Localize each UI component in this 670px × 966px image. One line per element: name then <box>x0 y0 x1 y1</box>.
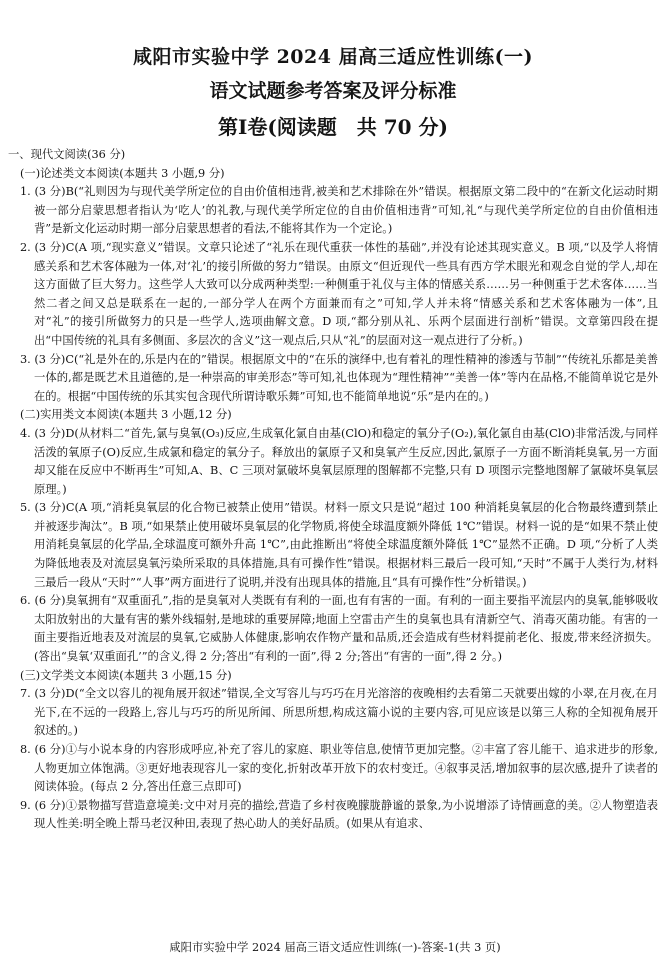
answer-q3: 3. (3 分)C(“礼是外在的,乐是内在的”错误。根据原文中的“在乐的演绎中,也有着礼的理性精神的渗透与节制”“传统礼乐都是美善一体的,都是既艺术且道德的,是一种崇高的审美形态”等可知,礼也体现为“理性精神”“美善一体”等内在品格,不能简单说它是外在的。根据“中国传统的乐其实包含现代所谓诗歌乐舞”可知,也不能简单地说“乐”是内在的。) <box>20 352 658 403</box>
answer-q5: 5. (3 分)C(A 项,“消耗臭氧层的化合物已被禁止使用”错误。材料一原文只是说“超过 100 种消耗臭氧层的化合物最终遭到禁止并被逐步淘汰”。B 项,“如果禁止使用破坏臭氧层的化学物质,将使全球温度额外降低 1℃”错误。材料一说的是“如果不禁止使用消耗臭氧层的化学品,全球温度可额外升高 1℃”,由此推断出“将使全球温度额外降低 1℃”显然不正确。D 项,“分析了人类为降低地表及对流层臭氧污染所采取的具体措施,具有可操作性”错误。根据材料三最后一段可知,“天时”不属于人类行为,材料三最后一段从“天时”“人事”两方面进行了说明,并没有出现具体的措施,且“具有可操作性”分析错误。) <box>20 501 658 589</box>
subsection-heading-2: (二)实用类文本阅读(本题共 3 小题,12 分) <box>20 408 232 422</box>
answer-q2: 2. (3 分)C(A 项,“现实意义”错误。文章只论述了“礼乐在现代重获一体性的基础”,并没有论述其现实意义。B 项,“以及学人将情感关系和艺术客体融为一体,对‘礼’的接引所做的努力”错误。由原文“但近现代一些具有西方学术眼光和观念自觉的学人,却在这方面做了巨大努力。这些学人大致可以分成两种类型:一种侧重于礼仪与主体的情感关系……另一种侧重于艺术客体……当然二者之间又总是联系在一起的,一部分学人在两个方面兼而有之”可知,学人并未将“情感关系和艺术客体融为一体”,且对“礼”的接引所做努力的只是一些学人,选项曲解文意。D 项,“都分别从礼、乐两个层面进行剖析”错误。文章第四段在提出“中国传统的礼具有多侧面、多层次的含义”这一观点后,只从“礼”的层面对这一观点进行了分析。) <box>20 240 658 347</box>
answer-body <box>8 146 658 834</box>
document-subtitle: 语文试题参考答案及评分标准 <box>209 80 457 102</box>
volume-heading: 第Ⅰ卷(阅读题 共 70 分) <box>217 115 449 139</box>
answer-q1: 1. (3 分)B(“礼则因为与现代美学所定位的自由价值相违背,被美和艺术排除在外”错误。根据原文第二段中的“在新文化运动时期被一部分启蒙思想者指认为‘吃人’的礼教,与现代美学所定位的自由价值相违背”可知,礼“与现代美学所定位的自由价值相违背”是新文化运动时期一部分启蒙思想者的看法,不能将其作为一个定论。) <box>20 185 658 236</box>
answer-q4: 4. (3 分)D(从材料二“首先,氯与臭氧(O₃)反应,生成氧化氯自由基(ClO)和稳定的氧分子(O₂),氧化氯自由基(ClO)非常活泼,与同样活泼的氧原子(O)反应,生成氯和稳定的氧分子。释放出的氯原子又和臭氧产生反应,因此,氯原子一方面不断消耗臭氧,另一方面却又能在反应中不断再生”可知,A、B、C 三项对氯破坏臭氧层原理的图解都不完整,只有 D 项图示完整地图解了氯破坏臭氧层原理。) <box>20 426 658 496</box>
subsection-heading-3: (三)文学类文本阅读(本题共 3 小题,15 分) <box>20 668 232 682</box>
answer-q9: 9. (6 分)①景物描写营造意境美:文中对月亮的描绘,营造了乡村夜晚朦胧静谧的景象,为小说增添了诗情画意的美。②人物塑造表现人性美:明全晚上帮马老汉种田,表现了热心助人的美好品质。(如果从有追求、 <box>20 798 658 831</box>
answer-q8: 8. (6 分)①与小说本身的内容形成呼应,补充了容儿的家庭、职业等信息,使情节更加完整。②丰富了容儿能干、追求进步的形象,人物更加立体饱满。③更好地表现容儿一家的变化,折射改革开放下的农村变迁。④叙事灵活,增加叙事的层次感,提升了读者的阅读体验。(每点 2 分,答出任意三点即可) <box>20 743 658 794</box>
subsection-heading-1: (一)论述类文本阅读(本题共 3 小题,9 分) <box>20 166 225 180</box>
page-footer: 咸阳市实验中学 2024 届高三语文适应性训练(一)-答案-1(共 3 页) <box>169 941 501 954</box>
answer-q7: 7. (3 分)D(“全文以容儿的视角展开叙述”错误,全文写容儿与巧巧在月光溶溶的夜晚相约去看第二天就要出嫁的小翠,在月夜,在月光下,在不远的一段路上,容儿与巧巧的所见所闻、所思所想,构成这篇小说的主要内容,可见应该是以第三人称的全知视角展开叙述的。) <box>20 687 658 738</box>
answer-q6: 6. (6 分)臭氧拥有“双重面孔”,指的是臭氧对人类既有有利的一面,也有有害的一面。有利的一面主要指平流层内的臭氧,能够吸收太阳放射出的大量有害的紫外线辐射,是地球的重要屏障;地面上空雷击产生的臭氧也具有清新空气、消毒灭菌功能。有害的一面主要指近地表及对流层的臭氧,它威胁人体健康,影响农作物产量和品质,还会造成有些材料提前老化、报废,带来经济损失。(答出“臭氧‘双重面孔’”的含义,得 2 分;答出“有利的一面”,得 2 分;答出“有害的一面”,得 2 分。) <box>20 594 658 664</box>
school-exam-title: 咸阳市实验中学 2024 届高三适应性训练(一) <box>132 46 534 68</box>
section-heading: 一、现代文阅读(36 分) <box>8 148 126 161</box>
